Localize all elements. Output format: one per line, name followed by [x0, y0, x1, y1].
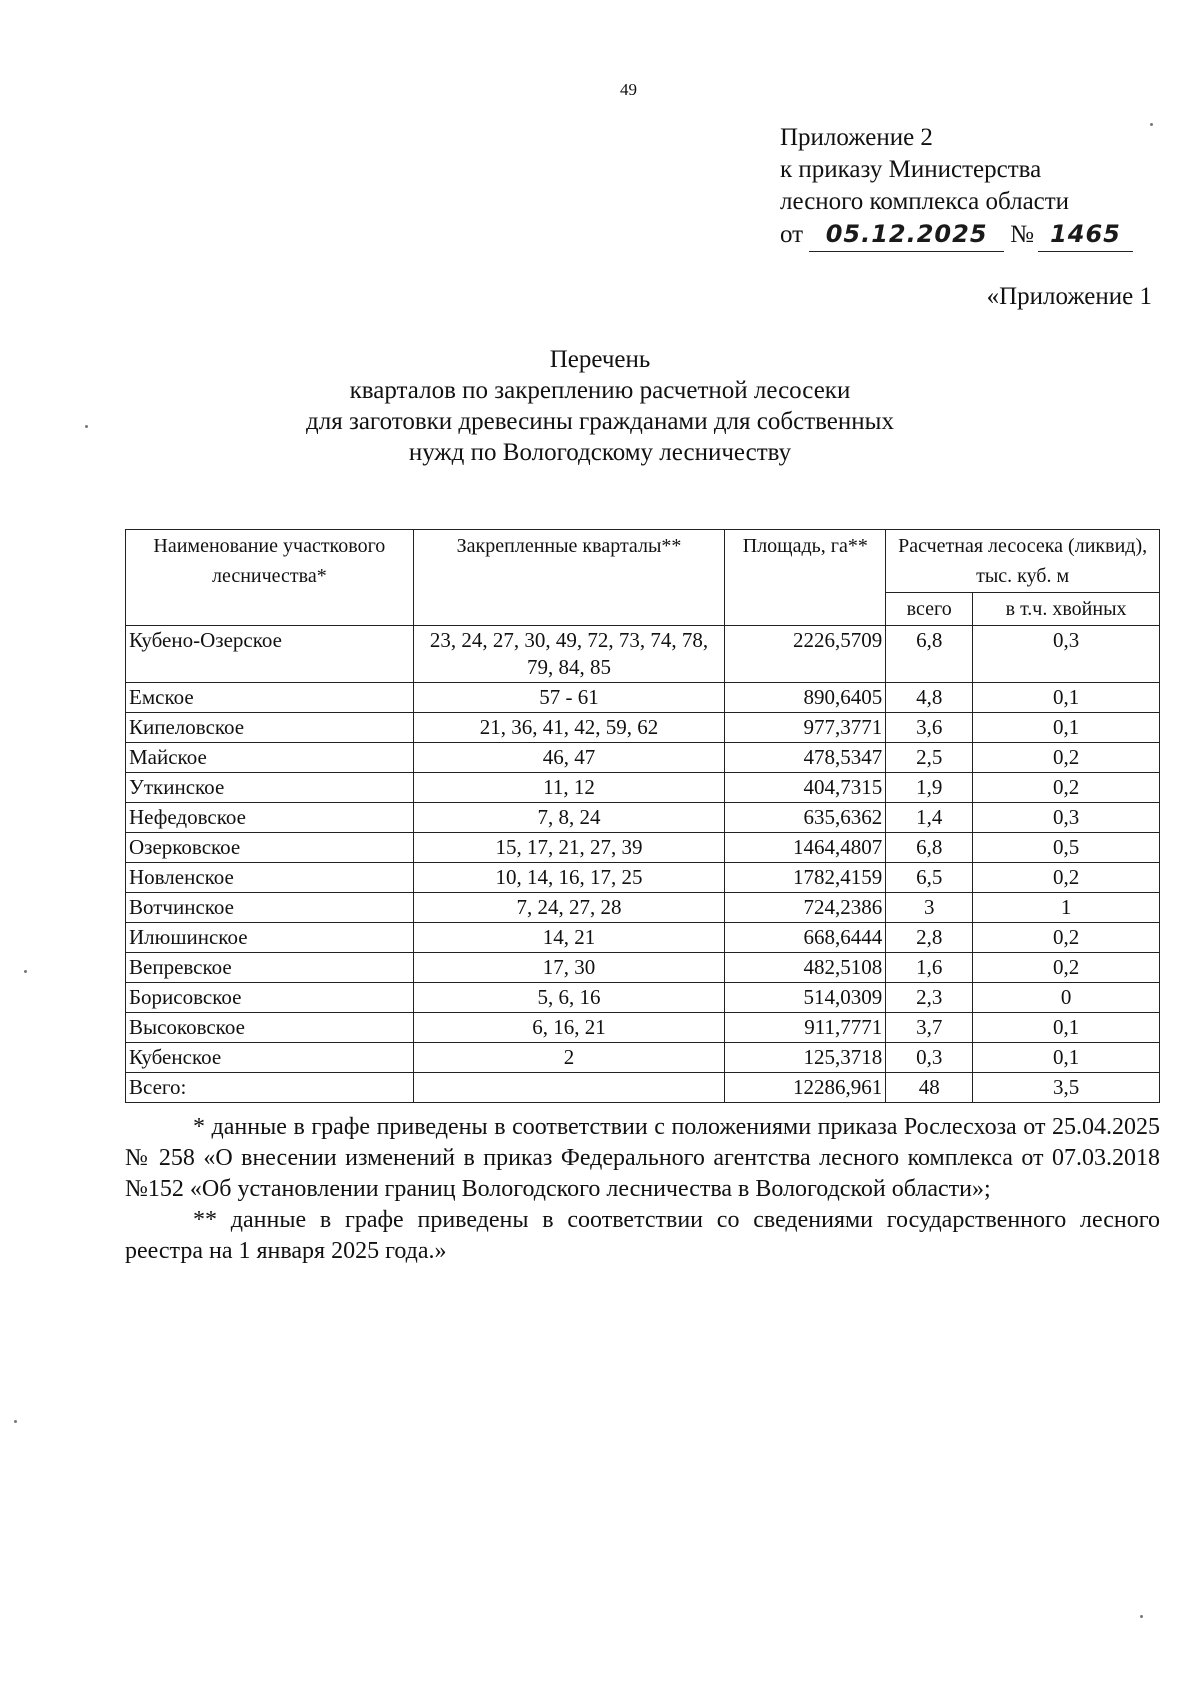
table-row	[126, 1013, 1160, 1043]
number-field	[1038, 218, 1133, 252]
total-label: Всего:	[126, 1073, 414, 1103]
handwritten-date: 05.12.2025	[825, 220, 988, 248]
document-title	[190, 344, 1010, 468]
footnote-1: * данные в графе приведены в соответствии с положениями приказа Рослесхоза от 25.04.2025 № 258 «О внесении изменений в приказ Федерального агентства лесного комплекса от 07.03.2018 №152 «Об установлении границ Вологодского лесничества в Вологодской области»;	[125, 1114, 1160, 1202]
header-quarters: Закрепленные кварталы**	[413, 530, 725, 626]
cell-quarters: 15, 17, 21, 27, 39	[413, 833, 725, 863]
cell-area: 890,6405	[725, 683, 886, 713]
cell-total: 1,4	[886, 803, 973, 833]
table-row	[126, 1043, 1160, 1073]
cell-quarters: 7, 24, 27, 28	[413, 893, 725, 923]
scan-speck	[1150, 123, 1153, 126]
cell-area: 977,3771	[725, 713, 886, 743]
cell-name: Борисовское	[126, 983, 414, 1013]
cell-conifer: 0,2	[973, 923, 1160, 953]
cell-area: 482,5108	[725, 953, 886, 983]
table-row	[126, 863, 1160, 893]
cell-quarters: 11, 12	[413, 773, 725, 803]
cell-quarters: 6, 16, 21	[413, 1013, 725, 1043]
cell-name: Майское	[126, 743, 414, 773]
cell-area: 635,6362	[725, 803, 886, 833]
total-conifer: 3,5	[973, 1073, 1160, 1103]
cell-total: 2,8	[886, 923, 973, 953]
cell-conifer: 0,1	[973, 683, 1160, 713]
scan-speck	[85, 425, 88, 428]
table-row	[126, 953, 1160, 983]
cell-name: Емское	[126, 683, 414, 713]
cell-name: Илюшинское	[126, 923, 414, 953]
appendix-line-3: лесного комплекса области	[780, 188, 1070, 215]
cell-name: Вотчинское	[126, 893, 414, 923]
cell-name: Высоковское	[126, 1013, 414, 1043]
cell-area: 514,0309	[725, 983, 886, 1013]
previous-appendix-label: «Приложение 1	[986, 283, 1152, 310]
table-total-row	[126, 1073, 1160, 1103]
table-row	[126, 893, 1160, 923]
cell-name: Кубенское	[126, 1043, 414, 1073]
cell-total: 6,8	[886, 833, 973, 863]
cell-area: 724,2386	[725, 893, 886, 923]
table-row	[126, 743, 1160, 773]
cell-conifer: 1	[973, 893, 1160, 923]
footnote-2: ** данные в графе приведены в соответствии со сведениями государственного лесного реестра на 1 января 2025 года.»	[125, 1207, 1160, 1264]
cell-area: 2226,5709	[725, 626, 886, 683]
cell-total: 2,3	[886, 983, 973, 1013]
appendix-line-2: к приказу Министерства	[780, 156, 1042, 183]
footnotes	[125, 1112, 1160, 1267]
cell-conifer: 0,2	[973, 743, 1160, 773]
title-line-3: для заготовки древесины гражданами для собственных	[306, 408, 894, 435]
cell-total: 3,6	[886, 713, 973, 743]
handwritten-number: 1465	[1050, 220, 1121, 248]
cell-name: Нефедовское	[126, 803, 414, 833]
appendix-line-1: Приложение 2	[780, 124, 933, 151]
cell-quarters: 46, 47	[413, 743, 725, 773]
cell-total: 2,5	[886, 743, 973, 773]
cell-quarters: 57 - 61	[413, 683, 725, 713]
table-row	[126, 773, 1160, 803]
cell-conifer: 0,2	[973, 953, 1160, 983]
cell-conifer: 0,5	[973, 833, 1160, 863]
scan-speck	[14, 1420, 17, 1423]
cell-quarters: 10, 14, 16, 17, 25	[413, 863, 725, 893]
cell-area: 478,5347	[725, 743, 886, 773]
cell-conifer: 0,3	[973, 626, 1160, 683]
table-row	[126, 626, 1160, 683]
cell-quarters: 14, 21	[413, 923, 725, 953]
cell-quarters: 23, 24, 27, 30, 49, 72, 73, 74, 78, 79, 84, 85	[413, 626, 725, 683]
cell-name: Уткинское	[126, 773, 414, 803]
from-label: от	[780, 221, 804, 248]
header-name: Наименование участкового лесничества*	[126, 530, 414, 626]
cell-total: 4,8	[886, 683, 973, 713]
header-conifer: в т.ч. хвойных	[973, 593, 1160, 626]
cell-conifer: 0,2	[973, 773, 1160, 803]
number-label: №	[1010, 221, 1034, 248]
cell-quarters: 21, 36, 41, 42, 59, 62	[413, 713, 725, 743]
table-header-row	[126, 530, 1160, 593]
appendix-date-number-line	[780, 218, 1133, 252]
cell-area: 911,7771	[725, 1013, 886, 1043]
cell-total: 3,7	[886, 1013, 973, 1043]
cell-total: 3	[886, 893, 973, 923]
header-cutting: Расчетная лесосека (ликвид), тыс. куб. м	[886, 530, 1160, 593]
table-row	[126, 833, 1160, 863]
cell-conifer: 0,1	[973, 1043, 1160, 1073]
cell-name: Кубено-Озерское	[126, 626, 414, 683]
cell-total: 1,9	[886, 773, 973, 803]
forestry-table	[125, 529, 1160, 1103]
title-line-2: кварталов по закреплению расчетной лесосеки	[349, 377, 851, 404]
title-line-1: Перечень	[549, 346, 651, 373]
cell-area: 1464,4807	[725, 833, 886, 863]
cell-name: Кипеловское	[126, 713, 414, 743]
cell-name: Озерковское	[126, 833, 414, 863]
page-number: 49	[620, 80, 637, 99]
header-area: Площадь, га**	[725, 530, 886, 626]
total-total: 48	[886, 1073, 973, 1103]
cell-quarters: 2	[413, 1043, 725, 1073]
cell-area: 125,3718	[725, 1043, 886, 1073]
cell-total: 6,5	[886, 863, 973, 893]
cell-name: Вепревское	[126, 953, 414, 983]
cell-area: 1782,4159	[725, 863, 886, 893]
cell-total: 6,8	[886, 626, 973, 683]
table-row	[126, 683, 1160, 713]
cell-conifer: 0,2	[973, 863, 1160, 893]
total-area: 12286,961	[725, 1073, 886, 1103]
cell-quarters: 17, 30	[413, 953, 725, 983]
scan-speck	[24, 970, 27, 973]
cell-conifer: 0	[973, 983, 1160, 1013]
cell-conifer: 0,3	[973, 803, 1160, 833]
cell-quarters: 5, 6, 16	[413, 983, 725, 1013]
cell-conifer: 0,1	[973, 713, 1160, 743]
cell-name: Новленское	[126, 863, 414, 893]
cell-total: 0,3	[886, 1043, 973, 1073]
table-body	[126, 626, 1160, 1103]
date-field	[809, 218, 1004, 252]
cell-area: 668,6444	[725, 923, 886, 953]
cell-quarters: 7, 8, 24	[413, 803, 725, 833]
appendix-header	[780, 122, 1133, 252]
total-quarters	[413, 1073, 725, 1103]
header-total: всего	[886, 593, 973, 626]
cell-area: 404,7315	[725, 773, 886, 803]
table-row	[126, 803, 1160, 833]
table-row	[126, 923, 1160, 953]
table-row	[126, 983, 1160, 1013]
table-row	[126, 713, 1160, 743]
cell-conifer: 0,1	[973, 1013, 1160, 1043]
scan-speck	[1140, 1615, 1143, 1618]
cell-total: 1,6	[886, 953, 973, 983]
title-line-4: нужд по Вологодскому лесничеству	[408, 439, 792, 466]
